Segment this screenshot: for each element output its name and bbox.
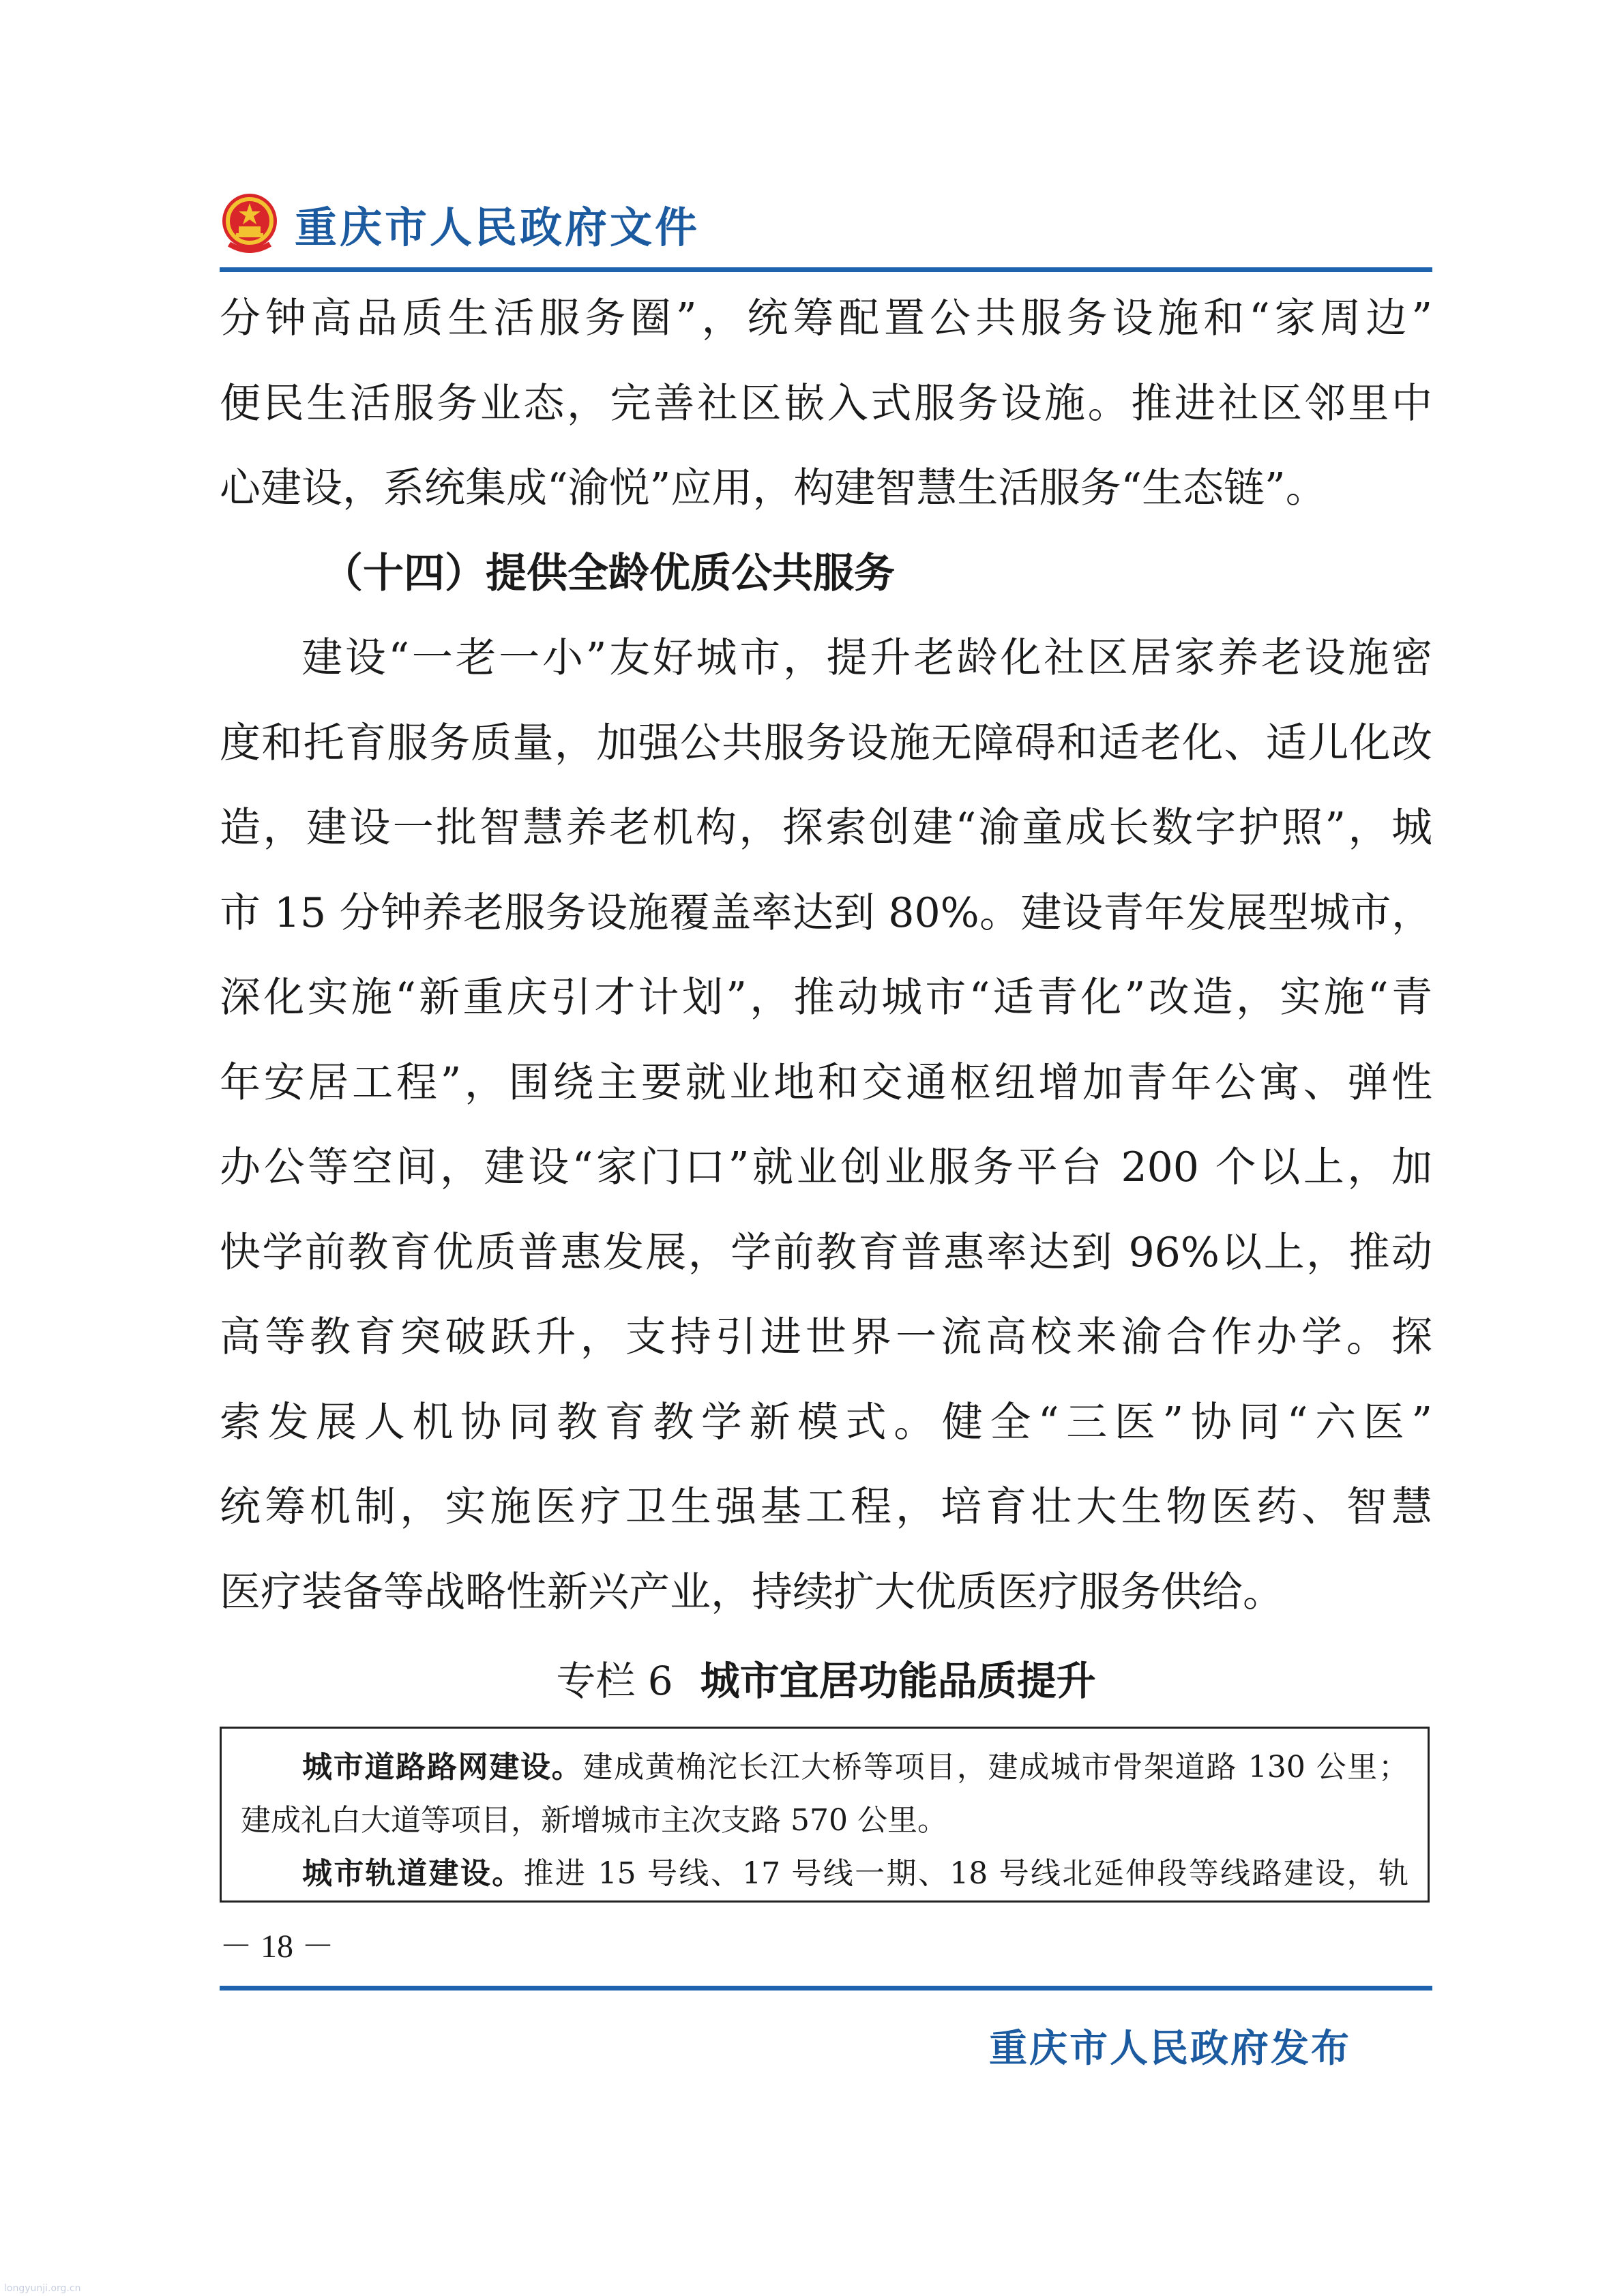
column-item-title: 城市轨道建设。	[302, 1856, 524, 1891]
text-line: 深化实施“新重庆引才计划”，推动城市“适青化”改造，实施“青	[220, 974, 1432, 1022]
text-line: 度和托育服务质量，加强公共服务设施无障碍和适老化、适儿化改	[220, 719, 1432, 767]
text-line: 建设“一老一小”友好城市，提升老龄化社区居家养老设施密	[301, 634, 1432, 682]
text-line: 分钟高品质生活服务圈”，统筹配置公共服务设施和“家周边”	[220, 295, 1432, 342]
column-item	[241, 1847, 1408, 1900]
text-line: 索发展人机协同教育教学新模式。健全“三医”协同“六医”	[220, 1398, 1432, 1446]
text-line: 医疗装备等战略性新兴产业，持续扩大优质医疗服务供给。	[220, 1568, 1284, 1616]
page-number: － 18 －	[220, 1928, 335, 1965]
header-rule	[220, 267, 1432, 272]
column-item-text: 建成黄桷沱长江大桥等项目，建成城市骨架道路 130 公里；	[582, 1750, 1409, 1785]
text-line: 高等教育突破跃升，支持引进世界一流高校来渝合作办学。探	[220, 1313, 1432, 1361]
text-line: 造，建设一批智慧养老机构，探索创建“渝童成长数字护照”，城	[220, 804, 1432, 852]
text-line: 统筹机制，实施医疗卫生强基工程，培育壮大生物医药、智慧	[220, 1483, 1432, 1531]
column-item-title: 城市道路路网建设。	[302, 1750, 583, 1785]
header-title: 重庆市人民政府文件	[295, 202, 700, 252]
column-number: 专栏 6	[556, 1658, 673, 1704]
column-title	[220, 1643, 1432, 1718]
column-item-text: 推进 15 号线、17 号线一期、18 号线北延伸段等线路建设，轨	[523, 1856, 1408, 1891]
section-paragraph	[220, 616, 1432, 1635]
column-name: 城市宜居功能品质提升	[700, 1658, 1096, 1704]
column-item-continuation: 建成礼白大道等项目，新增城市主次支路 570 公里。	[241, 1803, 947, 1838]
footer-publisher: 重庆市人民政府发布	[989, 2026, 1351, 2071]
text-line: 年安居工程”，围绕主要就业地和交通枢纽增加青年公寓、弹性	[220, 1058, 1432, 1107]
document-body	[220, 276, 1432, 1635]
column-item	[241, 1741, 1408, 1794]
text-line: 办公等空间，建设“家门口”就业创业服务平台 200 个以上，加	[220, 1144, 1432, 1191]
section-heading: （十四）提供全龄优质公共服务	[322, 549, 895, 597]
text-line: 心建设，系统集成“渝悦”应用，构建智慧生活服务“生态链”。	[220, 464, 1327, 512]
text-line: 市 15 分钟养老服务设施覆盖率达到 80%。建设青年发展型城市，	[220, 889, 1432, 937]
intro-paragraph	[220, 276, 1432, 531]
footer-rule	[220, 1986, 1432, 1991]
text-line: 快学前教育优质普惠发展，学前教育普惠率达到 96%以上，推动	[220, 1228, 1432, 1277]
text-line: 便民生活服务业态，完善社区嵌入式服务设施。推进社区邻里中	[220, 379, 1432, 428]
column-box	[220, 1727, 1430, 1903]
document-header	[220, 183, 700, 265]
national-emblem-icon	[220, 191, 280, 256]
watermark: longyunji.org.cn	[4, 2283, 81, 2294]
